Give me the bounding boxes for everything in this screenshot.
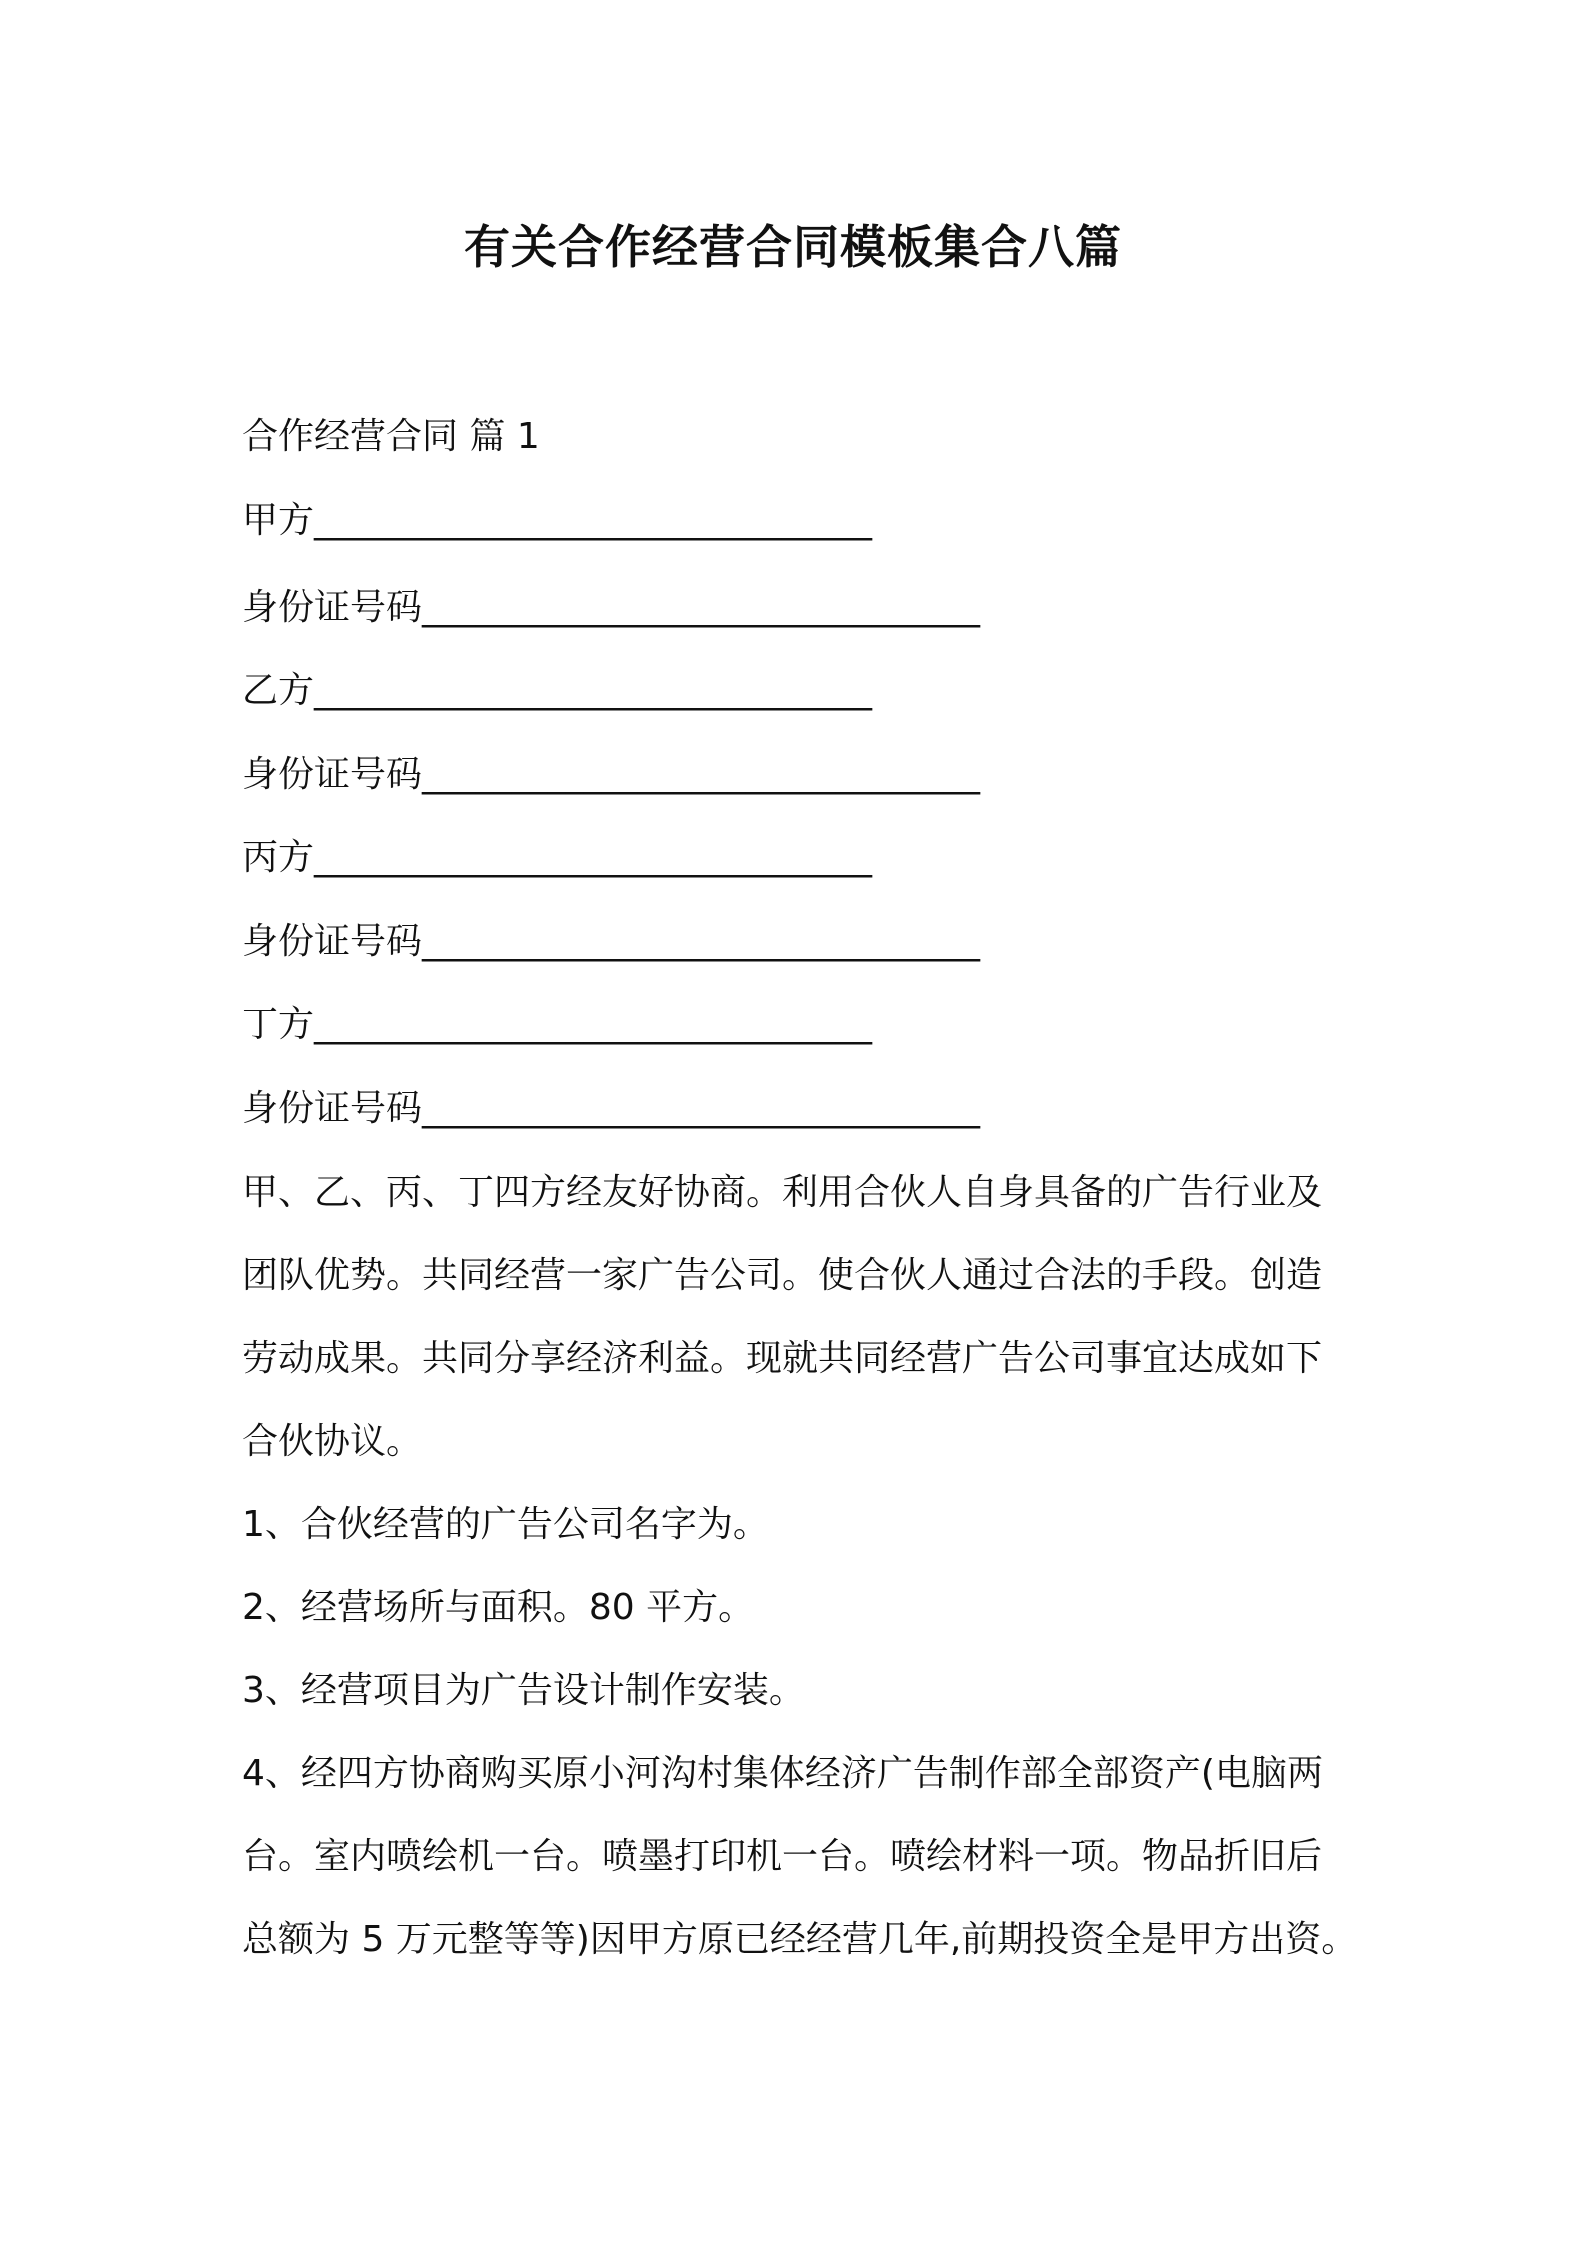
party-a-line: 甲方_______________________________ — [242, 500, 872, 541]
party-c-line: 丙方_______________________________ — [242, 837, 872, 878]
party-d-id-line: 身份证号码_______________________________ — [242, 1088, 981, 1129]
clause-4-line: 总额为 5 万元整等等)因甲方原已经经营几年,前期投资全是甲方出资。 — [242, 1919, 1358, 1960]
intro-line: 团队优势。共同经营一家广告公司。使合伙人通过合法的手段。创造 — [242, 1255, 1323, 1296]
clause-2: 2、经营场所与面积。80 平方。 — [242, 1587, 755, 1628]
party-b-id-line: 身份证号码_______________________________ — [242, 754, 981, 795]
section-heading: 合作经营合同 篇 1 — [242, 416, 540, 457]
clause-4-line: 台。室内喷绘机一台。喷墨打印机一台。喷绘材料一项。物品折旧后 — [242, 1836, 1323, 1877]
party-d-line: 丁方_______________________________ — [242, 1004, 872, 1045]
clause-4-line: 4、经四方协商购买原小河沟村集体经济广告制作部全部资产(电脑两 — [242, 1753, 1323, 1794]
document-title: 有关合作经营合同模板集合八篇 — [464, 220, 1122, 274]
intro-line: 甲、乙、丙、丁四方经友好协商。利用合伙人自身具备的广告行业及 — [242, 1172, 1323, 1213]
clause-4-paragraph — [242, 1732, 1362, 1981]
intro-line: 劳动成果。共同分享经济利益。现就共同经营广告公司事宜达成如下 — [242, 1338, 1323, 1379]
intro-line: 合伙协议。 — [242, 1421, 423, 1462]
party-a-id-line: 身份证号码_______________________________ — [242, 587, 981, 628]
party-b-line: 乙方_______________________________ — [242, 670, 872, 711]
party-c-id-line: 身份证号码_______________________________ — [242, 921, 981, 962]
clause-3: 3、经营项目为广告设计制作安装。 — [242, 1670, 805, 1711]
intro-paragraph — [242, 1151, 1362, 1483]
clause-1: 1、合伙经营的广告公司名字为。 — [242, 1504, 769, 1545]
